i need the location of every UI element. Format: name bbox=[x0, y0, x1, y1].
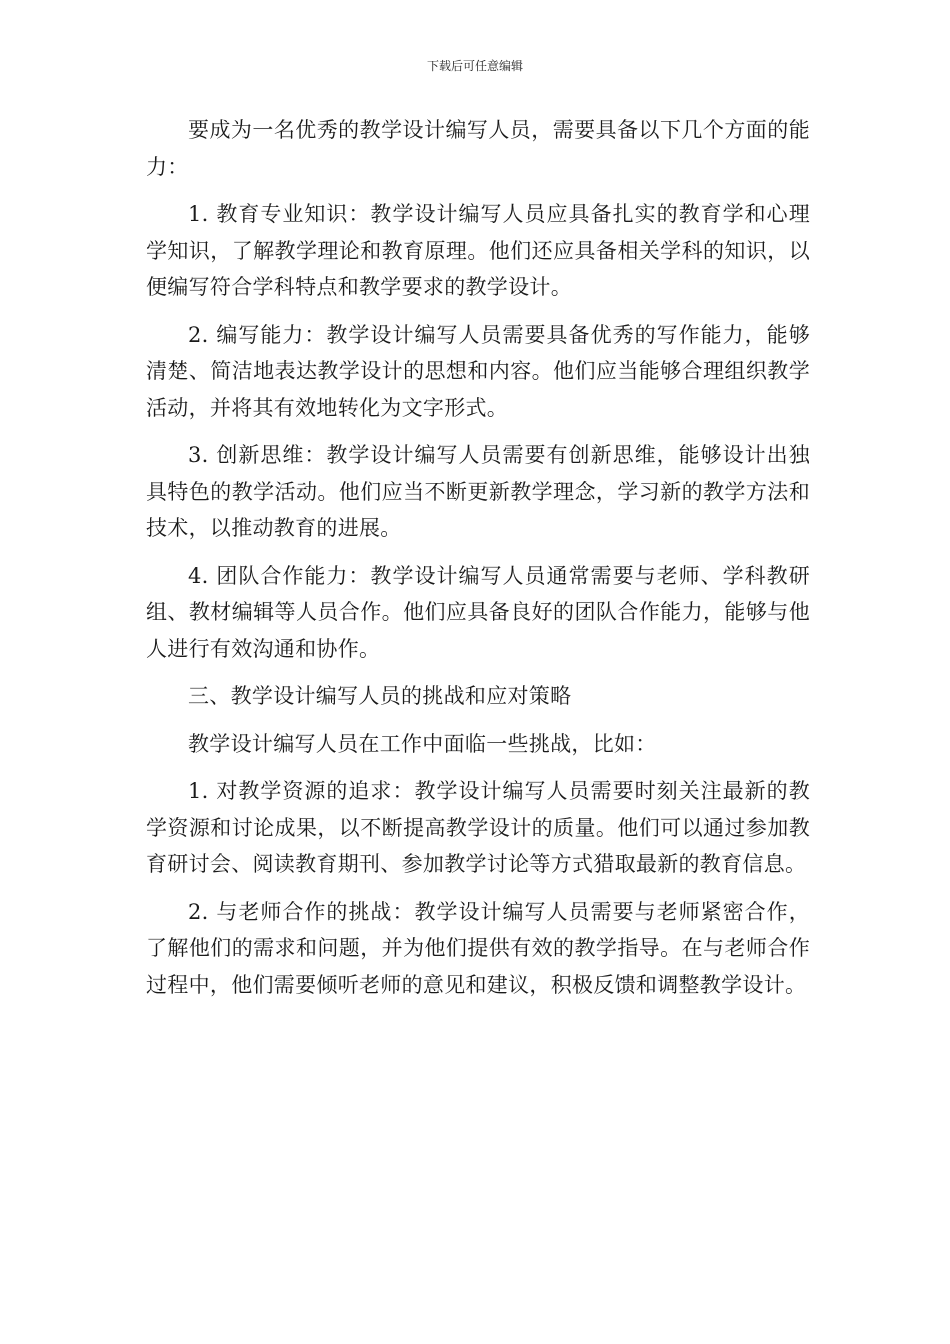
document-body bbox=[146, 112, 810, 1014]
intro-paragraph: 要成为一名优秀的教学设计编写人员，需要具备以下几个方面的能力： bbox=[146, 118, 810, 179]
ability-item-2: 2. 编写能力：教学设计编写人员需要具备优秀的写作能力，能够清楚、简洁地表达教学设计的思想和内容。他们应当能够合理组织教学活动，并将其有效地转化为文字形式。 bbox=[146, 322, 810, 420]
section-heading: 三、教学设计编写人员的挑战和应对策略 bbox=[188, 684, 572, 708]
challenge-item-1: 1. 对教学资源的追求：教学设计编写人员需要时刻关注最新的教学资源和讨论成果，以不断提高教学设计的质量。他们可以通过参加教育研讨会、阅读教育期刊、参加教学讨论等方式猎取最新的教育信息。 bbox=[146, 779, 810, 876]
ability-item-4: 4. 团队合作能力：教学设计编写人员通常需要与老师、学科教研组、教材编辑等人员合作。他们应具备良好的团队合作能力，能够与他人进行有效沟通和协作。 bbox=[146, 563, 810, 661]
ability-item-3: 3. 创新思维：教学设计编写人员需要有创新思维，能够设计出独具特色的教学活动。他们应当不断更新教学理念，学习新的教学方法和技术，以推动教育的进展。 bbox=[146, 443, 810, 540]
ability-item-1: 1. 教育专业知识：教学设计编写人员应具备扎实的教育学和心理学知识，了解教学理论和教育原理。他们还应具备相关学科的知识，以便编写符合学科特点和教学要求的教学设计。 bbox=[146, 202, 810, 299]
challenges-intro: 教学设计编写人员在工作中面临一些挑战，比如： bbox=[188, 731, 657, 756]
challenge-item-2: 2. 与老师合作的挑战：教学设计编写人员需要与老师紧密合作，了解他们的需求和问题，并为他们提供有效的教学指导。在与老师合作过程中，他们需要倾听老师的意见和建议，积极反馈和调整教学设计。 bbox=[146, 899, 810, 997]
page-header: 下载后可任意编辑 bbox=[426, 59, 523, 73]
